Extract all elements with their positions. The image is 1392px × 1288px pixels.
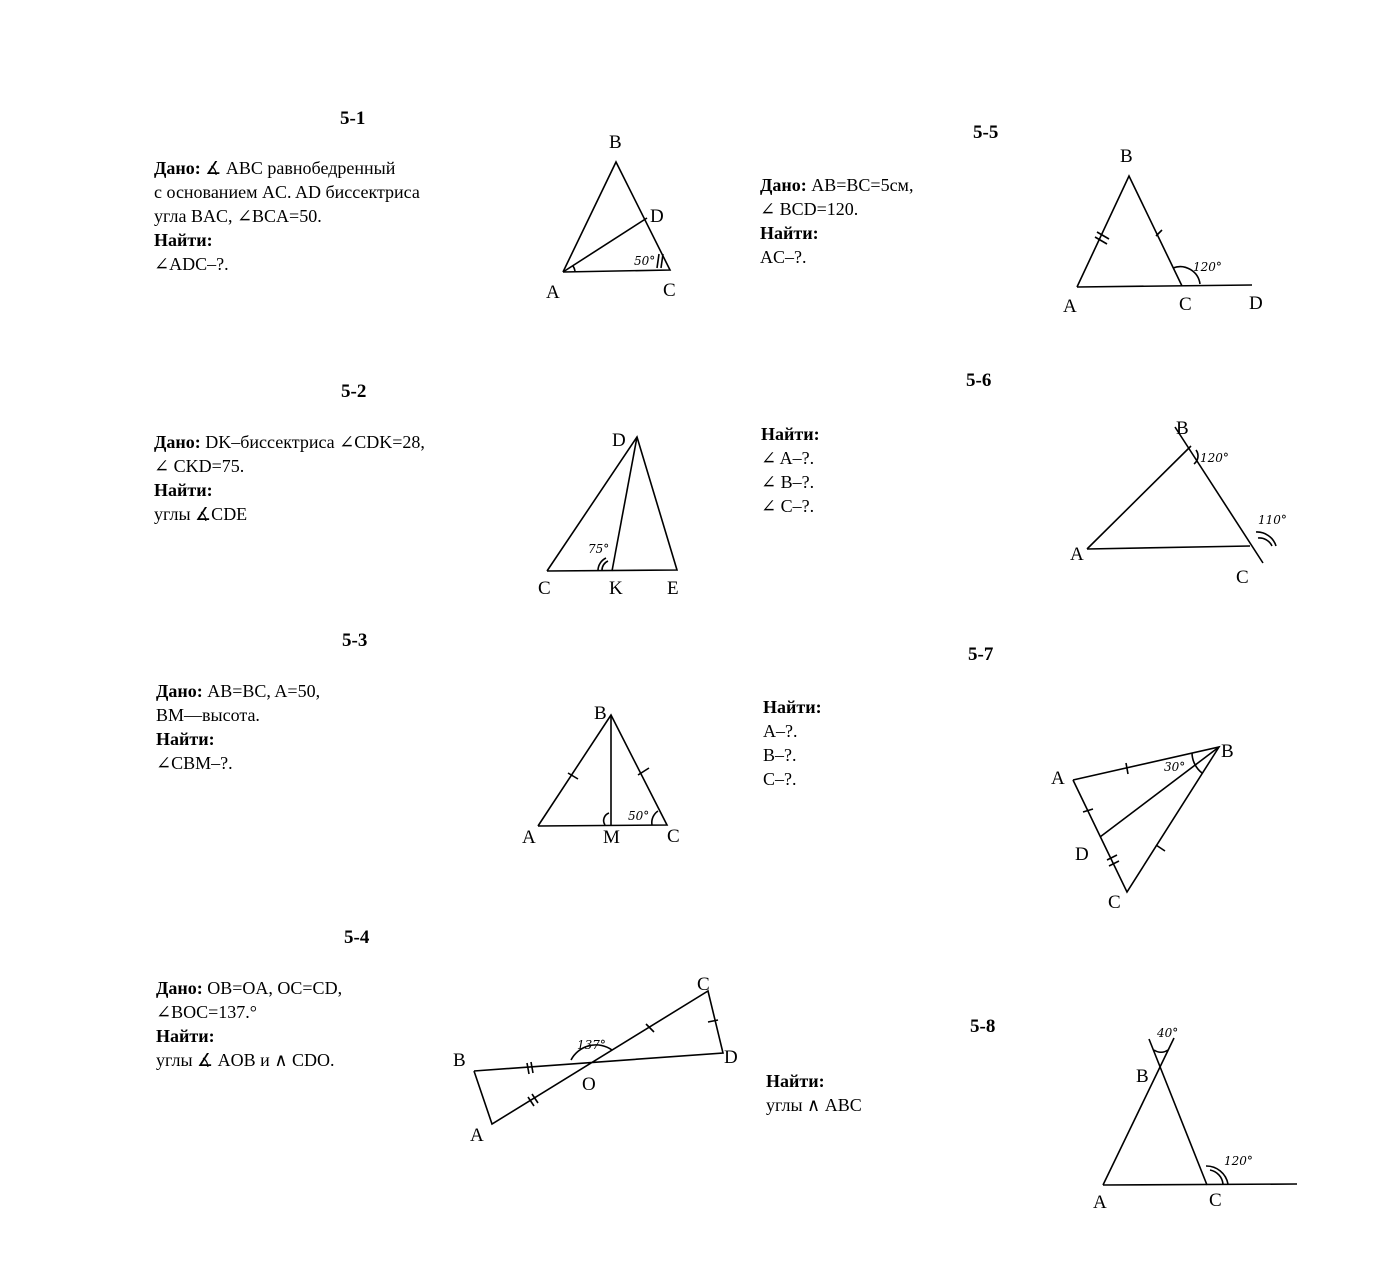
- point-label: C: [663, 280, 676, 301]
- angle-tick: [661, 254, 663, 268]
- point-label: A: [1070, 544, 1084, 565]
- bisector-dk: [612, 437, 637, 571]
- find-text: углы ∧ ABC: [766, 1095, 862, 1115]
- given-label: Дано:: [154, 158, 201, 178]
- triangle-abc: [1077, 176, 1182, 287]
- equal-tick: [708, 1020, 718, 1022]
- side-ab: [1087, 446, 1191, 549]
- point-label: D: [1249, 293, 1263, 314]
- figure-5-2: [538, 430, 679, 599]
- point-label: B: [594, 703, 607, 724]
- find-label: Найти:: [761, 424, 820, 444]
- angle-annotation: 75°: [588, 542, 610, 556]
- figure-5-6: [1070, 418, 1287, 588]
- angle-annotation: 40°: [1157, 1026, 1179, 1040]
- given-text: OB=OA, OC=CD,: [202, 978, 343, 998]
- given-text: ∠ BCD=120.: [760, 199, 859, 219]
- angle-arc: [1154, 1050, 1168, 1052]
- side-bc: [1149, 1039, 1207, 1185]
- point-label: A: [1051, 768, 1065, 789]
- angle-annotation: 120°: [1193, 260, 1222, 274]
- find-label: Найти:: [156, 729, 215, 749]
- find-label: Найти:: [763, 697, 822, 717]
- problem-5-5-number: 5-5: [973, 122, 999, 143]
- point-label: C: [667, 826, 680, 847]
- point-label: B: [1120, 146, 1133, 167]
- equal-tick: [1126, 763, 1128, 774]
- given-label: Дано:: [156, 978, 203, 998]
- given-text: AB=BC, A=50,: [202, 681, 321, 701]
- angle-arc: [602, 561, 608, 570]
- angle-tick: [657, 254, 659, 268]
- find-text: C–?.: [763, 769, 797, 789]
- equal-tick: [1156, 845, 1165, 851]
- problem-5-2-number: 5-2: [341, 381, 367, 402]
- angle-annotation: 50°: [628, 809, 650, 823]
- find-label: Найти:: [154, 230, 213, 250]
- given-label: Дано:: [154, 432, 201, 452]
- given-text: угла BAC, ∠BCA=50.: [154, 206, 322, 226]
- problem-5-7-number: 5-7: [968, 644, 994, 665]
- point-label: C: [538, 578, 551, 599]
- right-angle-mark: [604, 813, 609, 825]
- point-label: A: [1063, 296, 1077, 317]
- crossed-triangles: [474, 991, 723, 1124]
- find-text: углы ∡CDE: [154, 504, 248, 524]
- point-label: C: [1209, 1190, 1222, 1211]
- angle-annotation: 50°: [634, 254, 656, 268]
- angle-arc: [573, 266, 575, 271]
- triangle-cde: [547, 437, 677, 571]
- point-label: C: [697, 974, 710, 995]
- find-text: A–?.: [763, 721, 798, 741]
- point-label: B: [609, 132, 622, 153]
- find-text: ∠ADC–?.: [154, 254, 229, 274]
- equal-tick: [527, 1063, 529, 1074]
- angle-arc: [1258, 538, 1272, 546]
- point-label: A: [1093, 1192, 1107, 1213]
- angle-annotation: 30°: [1164, 760, 1186, 774]
- find-label: Найти:: [760, 223, 819, 243]
- find-text: B–?.: [763, 745, 797, 765]
- figure-5-5: [1063, 146, 1263, 317]
- problem-5-8-number: 5-8: [970, 1016, 996, 1037]
- point-label: A: [546, 282, 560, 303]
- point-label: D: [1075, 844, 1089, 865]
- figure-5-4: [453, 974, 738, 1146]
- angle-annotation: 120°: [1200, 451, 1229, 465]
- point-label: A: [522, 827, 536, 848]
- given-label: Дано:: [760, 175, 807, 195]
- point-label: D: [612, 430, 626, 451]
- angle-annotation: 110°: [1258, 513, 1287, 527]
- figure-5-3: [522, 703, 680, 848]
- line-ad: [1077, 285, 1252, 287]
- find-label: Найти:: [766, 1071, 825, 1091]
- angle-arc: [652, 811, 658, 825]
- given-text: DK–биссектриса ∠CDK=28,: [200, 432, 425, 452]
- point-label: E: [667, 578, 679, 599]
- figure-5-1: [546, 132, 676, 303]
- side-ac: [1087, 546, 1250, 549]
- find-text: ∠ A–?.: [761, 448, 815, 468]
- given-label: Дано:: [156, 681, 203, 701]
- side-ab-extended: [1103, 1038, 1174, 1185]
- angle-annotation: 137°: [577, 1038, 606, 1052]
- given-text: с основанием AC. AD биссектриса: [154, 182, 420, 202]
- figure-5-7: [1051, 741, 1234, 913]
- line-through-bc: [1175, 427, 1263, 563]
- find-label: Найти:: [156, 1026, 215, 1046]
- find-label: Найти:: [154, 480, 213, 500]
- given-text: ∡ ABC равнобедренный: [200, 158, 396, 178]
- point-label: D: [650, 206, 664, 227]
- given-text: AB=BC=5см,: [806, 175, 914, 195]
- angle-arc: [1206, 1166, 1228, 1184]
- point-label: C: [1108, 892, 1121, 913]
- problem-5-3-number: 5-3: [342, 630, 368, 651]
- find-text: ∠ B–?.: [761, 472, 815, 492]
- find-text: AC–?.: [760, 247, 807, 267]
- point-label: C: [1179, 294, 1192, 315]
- point-label: D: [724, 1047, 738, 1068]
- problem-5-6-number: 5-6: [966, 370, 992, 391]
- point-label: B: [1176, 418, 1189, 439]
- point-label: O: [582, 1074, 596, 1095]
- point-label: B: [1136, 1066, 1149, 1087]
- given-text: BM—высота.: [156, 705, 260, 725]
- figure-5-8: [1093, 1026, 1297, 1213]
- problem-5-1-number: 5-1: [340, 108, 366, 129]
- point-label: K: [609, 578, 623, 599]
- line-ac-extended: [1103, 1184, 1297, 1185]
- point-label: B: [453, 1050, 466, 1071]
- point-label: M: [603, 827, 620, 848]
- point-label: A: [470, 1125, 484, 1146]
- find-text: ∠ C–?.: [761, 496, 815, 516]
- point-label: C: [1236, 567, 1249, 588]
- given-text: ∠BOC=137.°: [156, 1002, 257, 1022]
- find-text: углы ∡ AOB и ∧ CDO.: [156, 1050, 335, 1070]
- find-text: ∠CBM–?.: [156, 753, 233, 773]
- angle-annotation: 120°: [1224, 1154, 1253, 1168]
- point-label: B: [1221, 741, 1234, 762]
- given-text: ∠ CKD=75.: [154, 456, 245, 476]
- problem-5-4-number: 5-4: [344, 927, 370, 948]
- equal-tick: [531, 1062, 533, 1073]
